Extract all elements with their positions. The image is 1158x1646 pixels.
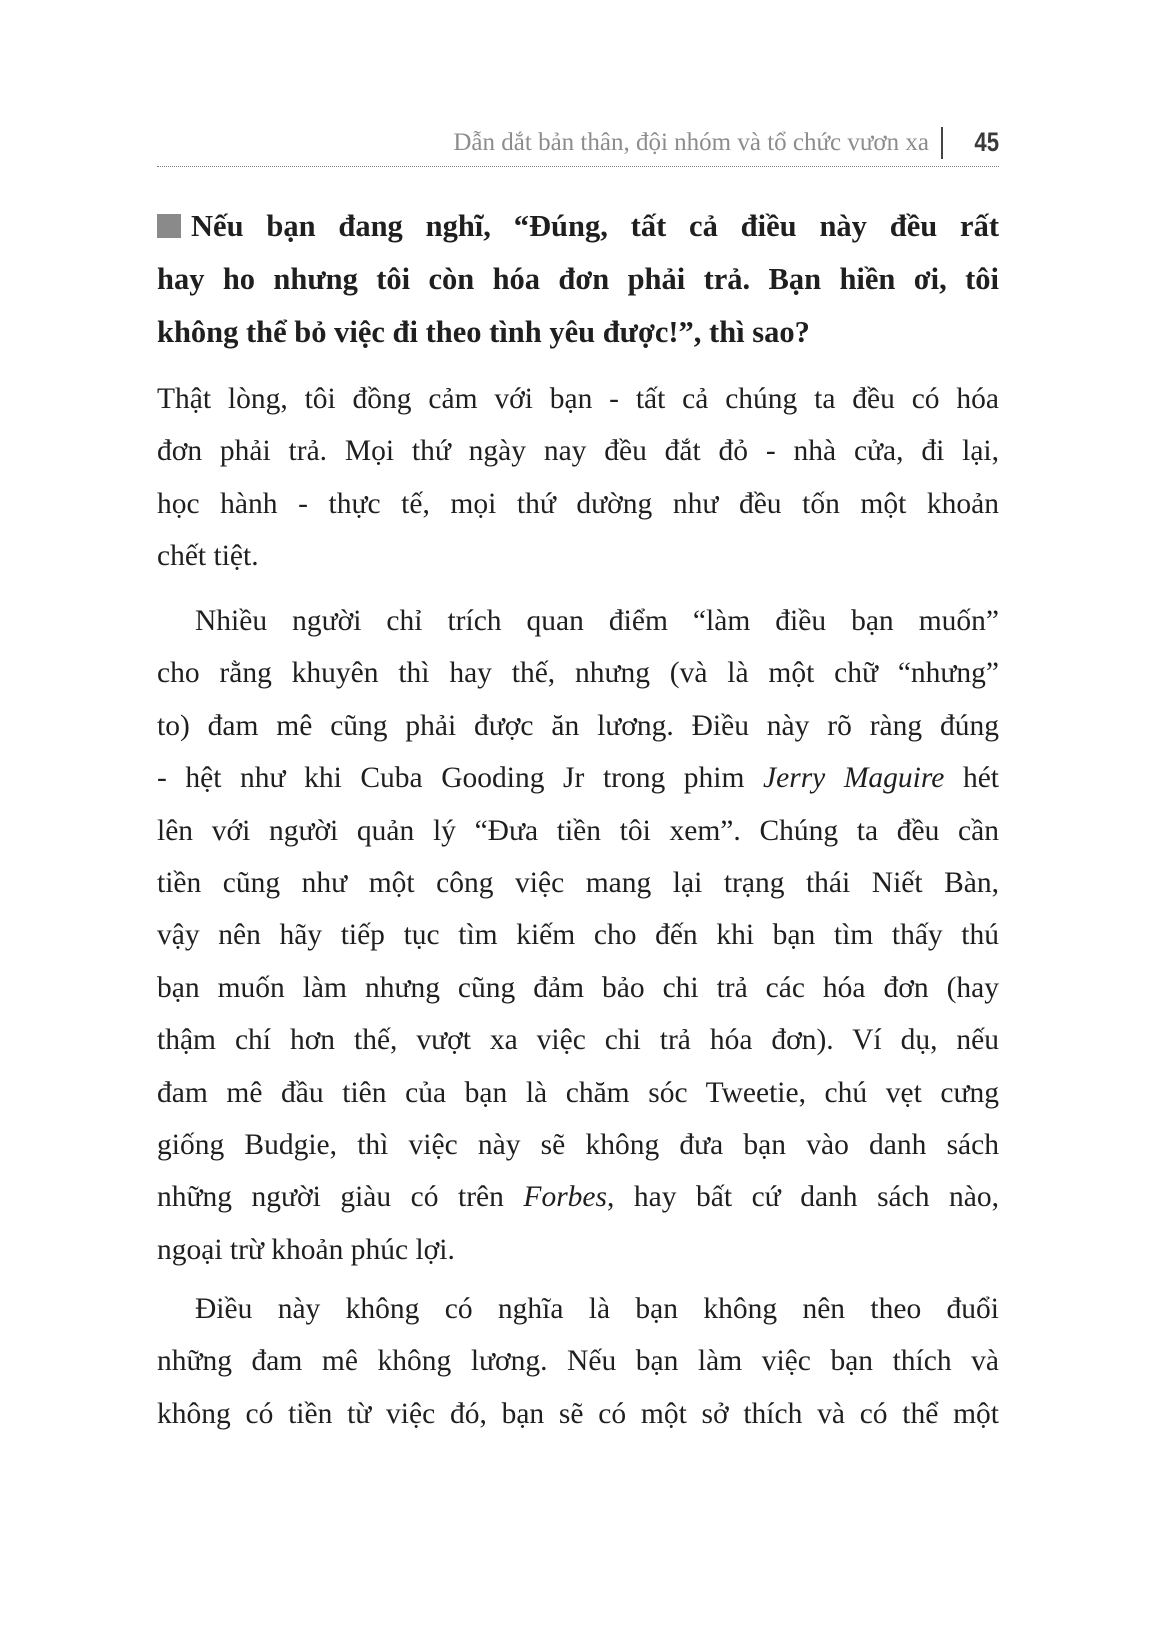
text-segment: những người giàu có trên xyxy=(157,1181,524,1214)
text-line xyxy=(157,752,999,804)
text-line: Thật lòng, tôi đồng cảm với bạn - tất cả chúng ta đều có hóa xyxy=(157,383,999,415)
text-line: thậm chí hơn thế, vượt xa việc chi trả hóa đơn). Ví dụ, nếu xyxy=(157,1024,999,1057)
page-number: 45 xyxy=(974,127,999,157)
text-line: Điều này không có nghĩa là bạn không nên theo đuổi xyxy=(195,1293,999,1325)
paragraph-2 xyxy=(157,595,999,1276)
text-line: không có tiền từ việc đó, bạn sẽ có một sở thích và có thể một xyxy=(157,1397,999,1430)
square-bullet-icon xyxy=(157,214,181,238)
text-line: cho rằng khuyên thì hay thế, nhưng (và là một chữ “nhưng” xyxy=(157,657,999,690)
paragraph-3 xyxy=(157,1283,999,1440)
text-line: giống Budgie, thì việc này sẽ không đưa bạn vào danh sách xyxy=(157,1129,999,1162)
header-divider xyxy=(941,127,943,159)
running-header xyxy=(157,125,999,167)
text-line: đam mê đầu tiên của bạn là chăm sóc Tweetie, chú vẹt cưng xyxy=(157,1076,999,1109)
text-line xyxy=(157,1171,999,1223)
text-line: vậy nên hãy tiếp tục tìm kiếm cho đến khi bạn tìm thấy thú xyxy=(157,919,999,952)
text-segment: - hệt như khi Cuba Gooding Jr trong phim xyxy=(157,762,764,795)
text-line: bạn muốn làm nhưng cũng đảm bảo chi trả các hóa đơn (hay xyxy=(157,971,999,1004)
film-title: Jerry Maguire xyxy=(763,762,945,795)
question-text: Nếu bạn đang nghĩ, “Đúng, tất cả điều này đều rất xyxy=(191,209,999,243)
text-line: tiền cũng như một công việc mang lại trạng thái Niết Bàn, xyxy=(157,867,999,900)
text-line: đơn phải trả. Mọi thứ ngày nay đều đắt đỏ - nhà cửa, đi lại, xyxy=(157,435,999,468)
text-line: học hành - thực tế, mọi thứ dường như đều tốn một khoản xyxy=(157,487,999,520)
magazine-title: Forbes xyxy=(523,1181,607,1214)
question-line: không thể bỏ việc đi theo tình yêu được!”, thì sao? xyxy=(157,315,810,349)
question-line xyxy=(157,200,999,253)
question-line: hay ho nhưng tôi còn hóa đơn phải trả. Bạn hiền ơi, tôi xyxy=(157,262,999,296)
paragraph-1 xyxy=(157,373,999,583)
text-line: ngoại trừ khoản phúc lợi. xyxy=(157,1233,455,1266)
text-line: những đam mê không lương. Nếu bạn làm việc bạn thích và xyxy=(157,1345,999,1378)
text-line: chết tiệt. xyxy=(157,540,259,573)
text-line: lên với người quản lý “Đưa tiền tôi xem”. Chúng ta đều cần xyxy=(157,814,999,847)
text-segment: , hay bất cứ danh sách nào, xyxy=(607,1181,999,1214)
text-segment: hét xyxy=(944,762,999,795)
text-line: to) đam mê cũng phải được ăn lương. Điều này rõ ràng đúng xyxy=(157,709,999,742)
question-heading xyxy=(157,200,999,359)
running-title: Dẫn dắt bản thân, đội nhóm và tổ chức vươn xa xyxy=(453,129,929,156)
text-line: Nhiều người chỉ trích quan điểm “làm điều bạn muốn” xyxy=(195,605,999,637)
